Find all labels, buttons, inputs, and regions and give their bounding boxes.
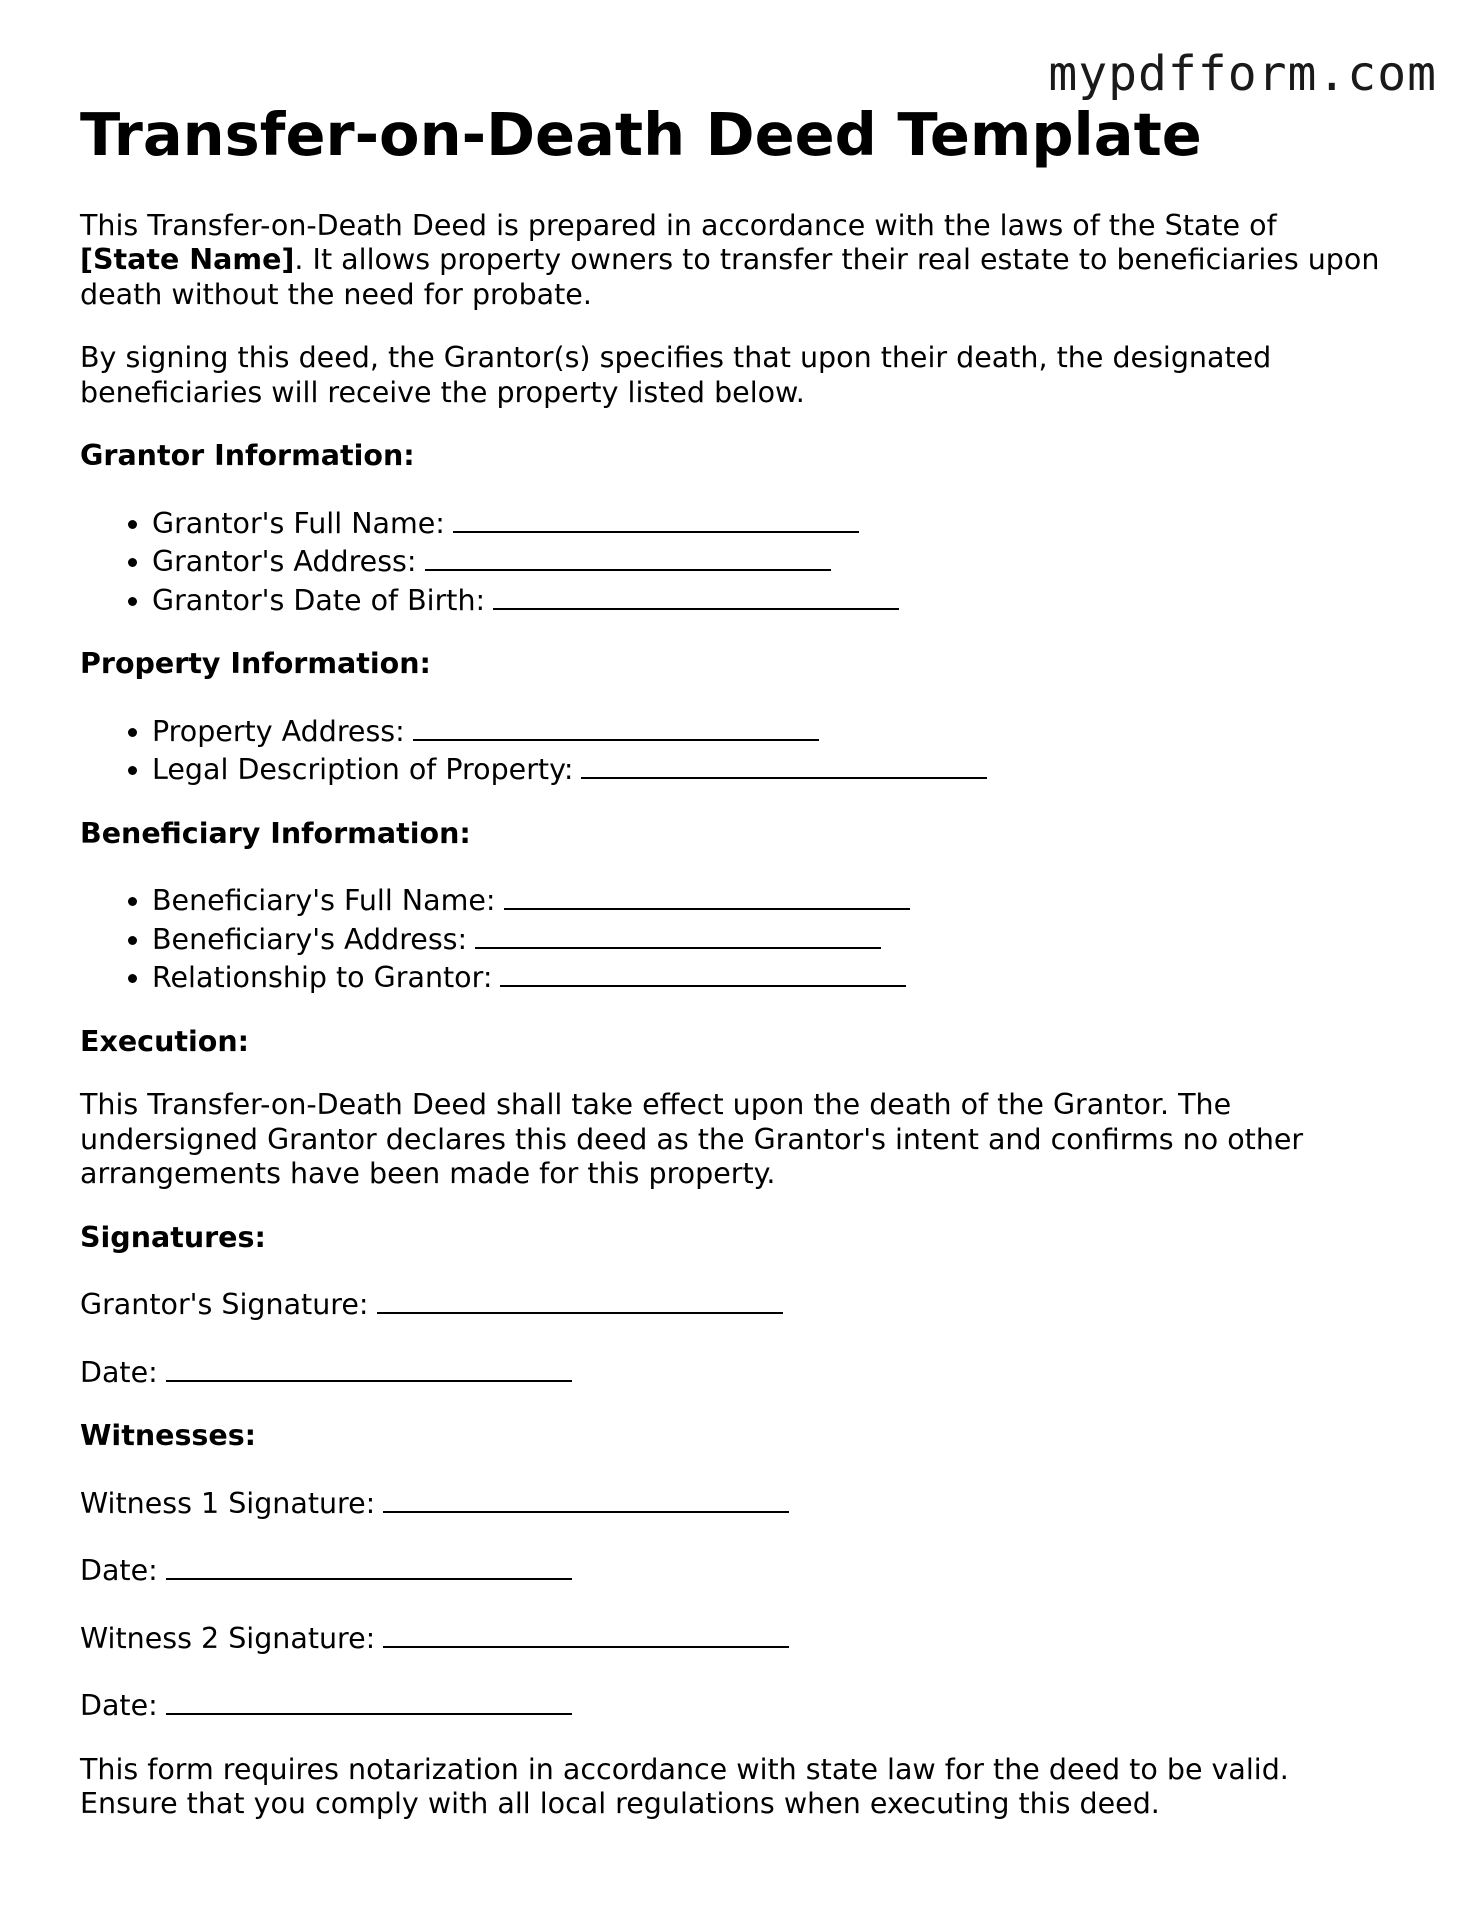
list-item bbox=[152, 957, 1380, 996]
witness1-signature-line bbox=[80, 1483, 1380, 1522]
beneficiary-name-field[interactable] bbox=[504, 880, 910, 910]
list-item bbox=[152, 880, 1380, 919]
grantor-signature-line bbox=[80, 1284, 1380, 1323]
grantor-name-field[interactable] bbox=[453, 503, 859, 533]
witness2-date-label: Date: bbox=[80, 1689, 158, 1723]
witness2-date-line bbox=[80, 1685, 1380, 1724]
execution-paragraph: This Transfer-on-Death Deed shall take effect upon the death of the Grantor. The undersigned Grantor declares this deed as the Grantor's intent and confirms no other arrangements have been made for this property. bbox=[80, 1088, 1304, 1191]
list-item bbox=[152, 580, 1380, 619]
beneficiary-section-heading: Beneficiary Information: bbox=[80, 816, 471, 850]
list-item bbox=[152, 919, 1380, 958]
grantor-name-label: Grantor's Full Name: bbox=[152, 506, 445, 540]
witness2-signature-field[interactable] bbox=[383, 1618, 789, 1648]
witness2-signature-line bbox=[80, 1618, 1380, 1657]
state-name-placeholder: [State Name] bbox=[80, 243, 295, 277]
list-item bbox=[152, 711, 1380, 750]
grantor-signature-field[interactable] bbox=[377, 1284, 783, 1314]
beneficiary-address-field[interactable] bbox=[475, 919, 881, 949]
witness1-date-field[interactable] bbox=[166, 1550, 572, 1580]
page-title: Transfer-on-Death Deed Template bbox=[80, 100, 1202, 169]
grantor-address-label: Grantor's Address: bbox=[152, 545, 417, 579]
grantor-dob-label: Grantor's Date of Birth: bbox=[152, 583, 486, 617]
witness1-signature-field[interactable] bbox=[383, 1483, 789, 1513]
witness1-date-label: Date: bbox=[80, 1554, 158, 1588]
intro-paragraph bbox=[80, 209, 1380, 313]
grantor-fields-list bbox=[80, 503, 1380, 619]
intro-text-after: . It allows property owners to transfer their real estate to beneficiaries upon death without the need for probate. bbox=[80, 243, 1380, 311]
legal-description-label: Legal Description of Property: bbox=[152, 753, 574, 787]
relationship-label: Relationship to Grantor: bbox=[152, 961, 493, 995]
witnesses-section-heading: Witnesses: bbox=[80, 1419, 257, 1453]
grantor-address-field[interactable] bbox=[425, 541, 831, 571]
grantor-date-label: Date: bbox=[80, 1355, 158, 1389]
property-fields-list bbox=[80, 711, 1380, 788]
witness1-date-line bbox=[80, 1550, 1380, 1589]
grantor-section-heading: Grantor Information: bbox=[80, 439, 415, 473]
witness1-signature-label: Witness 1 Signature: bbox=[80, 1486, 376, 1520]
execution-section-heading: Execution: bbox=[80, 1024, 250, 1058]
list-item bbox=[152, 541, 1380, 580]
beneficiary-fields-list bbox=[80, 880, 1380, 996]
witness2-signature-label: Witness 2 Signature: bbox=[80, 1621, 376, 1655]
beneficiary-address-label: Beneficiary's Address: bbox=[152, 922, 468, 956]
grantor-date-line bbox=[80, 1352, 1380, 1391]
property-section-heading: Property Information: bbox=[80, 647, 431, 681]
property-address-field[interactable] bbox=[413, 711, 819, 741]
signing-paragraph: By signing this deed, the Grantor(s) specifies that upon their death, the designated beneficiaries will receive the property listed below. bbox=[80, 341, 1272, 409]
grantor-signature-label: Grantor's Signature: bbox=[80, 1288, 369, 1322]
intro-text-before: This Transfer-on-Death Deed is prepared in accordance with the laws of the State of bbox=[80, 208, 1277, 242]
property-address-label: Property Address: bbox=[152, 714, 405, 748]
list-item bbox=[152, 749, 1380, 788]
witness2-date-field[interactable] bbox=[166, 1685, 572, 1715]
watermark: mypdfform.com bbox=[1048, 46, 1437, 102]
document-page bbox=[80, 100, 1380, 1822]
legal-description-field[interactable] bbox=[581, 749, 987, 779]
signatures-section-heading: Signatures: bbox=[80, 1220, 266, 1254]
grantor-dob-field[interactable] bbox=[493, 580, 899, 610]
grantor-date-field[interactable] bbox=[166, 1352, 572, 1382]
relationship-field[interactable] bbox=[500, 957, 906, 987]
beneficiary-name-label: Beneficiary's Full Name: bbox=[152, 884, 496, 918]
notarization-paragraph: This form requires notarization in accordance with state law for the deed to be valid. Ensure that you comply with all local regulations when executing this deed. bbox=[80, 1752, 1289, 1821]
list-item bbox=[152, 503, 1380, 542]
